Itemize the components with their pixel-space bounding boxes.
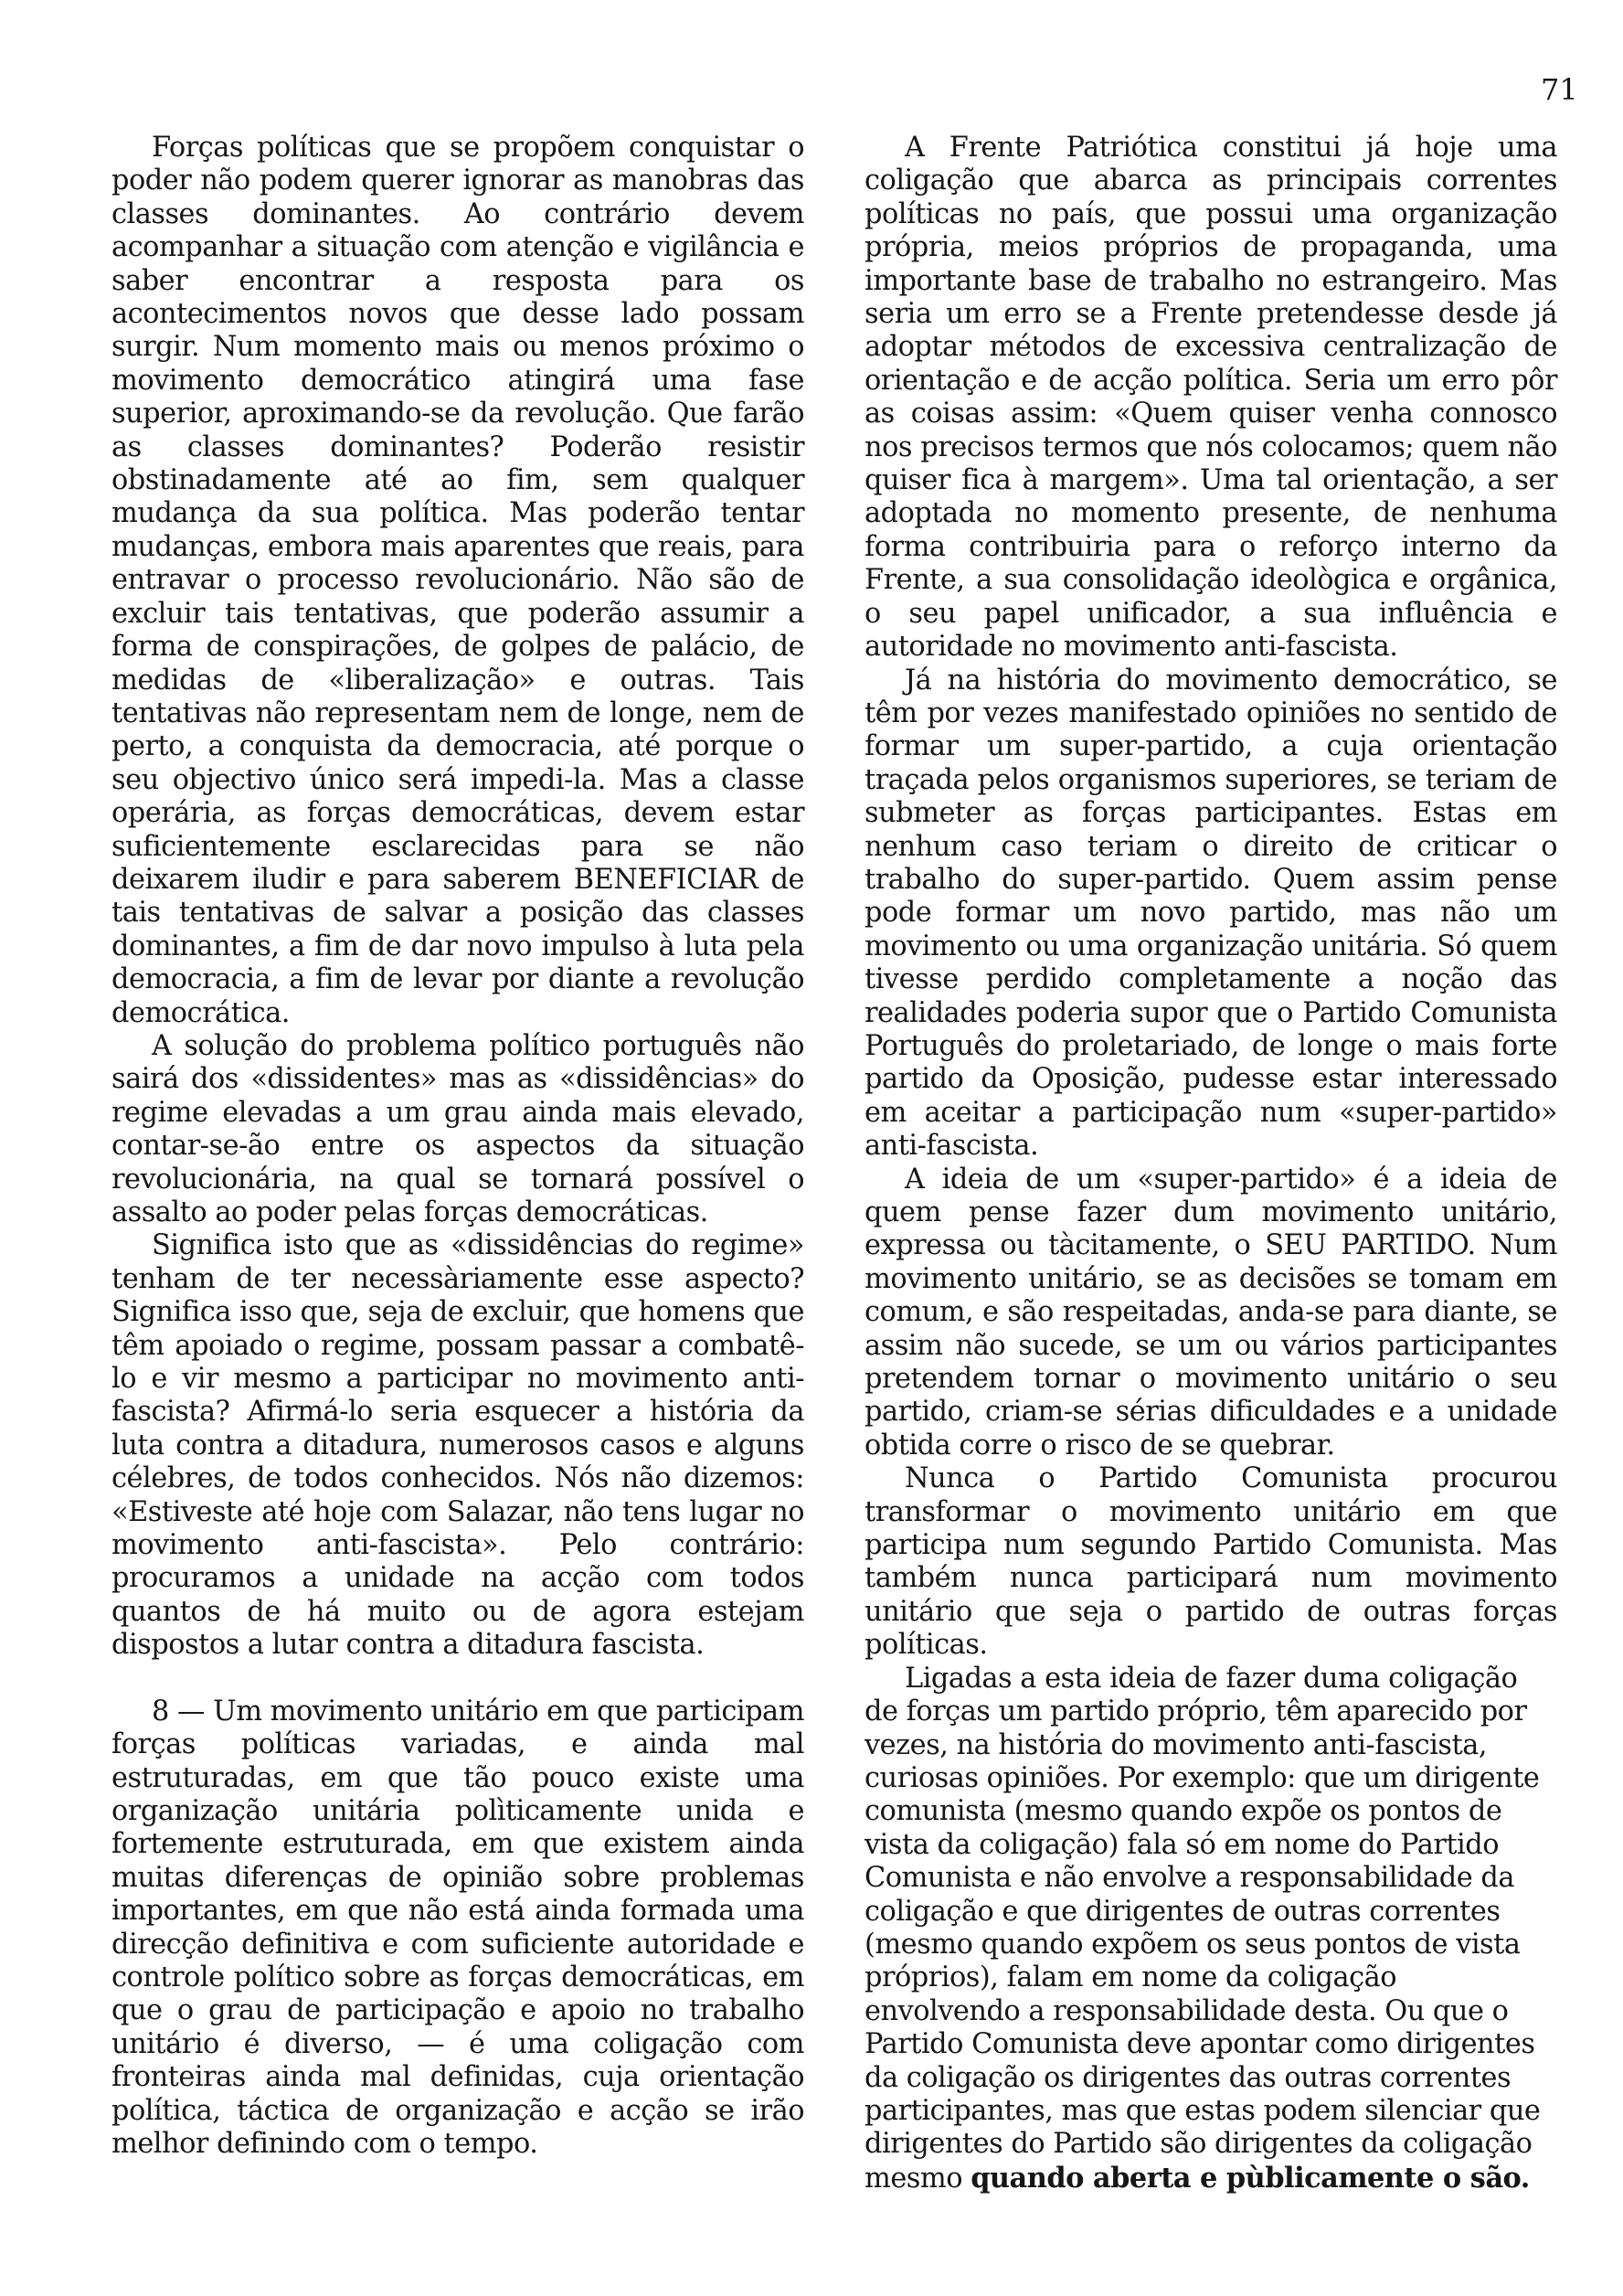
paragraph [865, 1663, 1557, 2196]
paragraph-text: Ligadas a esta ideia de fazer duma coligação de forças um partido próprio, têm aparecido por vezes, na história do movimento anti-fascista, curiosas opiniões. Por exemplo: que um dirigente comunista (mesmo quando expõe os pontos de vista da coligação) fala só em nome do Partido Comunista e não envolve a responsabilidade da coligação e que dirigentes de outras correntes (mesmo quando expõem os seus pontos de vista próprios), falam em nome da coligação envolvendo a responsabilidade desta. Ou que o Partido Comunista deve apontar como dirigentes da coligação os dirigentes das outras correntes participantes, mas que estas podem silenciar que dirigentes do Partido são dirigentes da coligação mesmo [865, 1662, 1541, 2195]
paragraph: A ideia de um «super-partido» é a ideia de quem pense fazer dum movimento unitário, expressa ou tàcitamente, o SEU PARTIDO. Num movimento unitário, se as decisões se tomam em comum, e são respeitadas, anda-se para diante, se assim não sucede, se um ou vários participantes pretendem tornar o movimento unitário o seu partido, criam-se sérias dificuldades e a unidade obtida corre o risco de se quebrar. [865, 1163, 1557, 1462]
bold-emphasis: quando aberta e pùblicamente o são. [971, 2161, 1530, 2195]
paragraph: Forças políticas que se propõem conquistar o poder não podem querer ignorar as manobras das classes dominantes. Ao contrário devem acompanhar a situação com atenção e vigilância e saber encontrar a resposta para os acontecimentos novos que desse lado possam surgir. Num momento mais ou menos próximo o movimento democrático atingirá uma fase superior, aproximando-se da revolução. Que farão as classes dominantes? Poderão resistir obstinadamente até ao fim, sem qualquer mudança da sua política. Mas poderão tentar mudanças, embora mais aparentes que reais, para entravar o processo revolucionário. Não são de excluir tais tentativas, que poderão assumir a forma de conspirações, de golpes de palácio, de medidas de «liberalização» e outras. Tais tentativas não representam nem de longe, nem de perto, a conquista da democracia, até porque o seu objectivo único será impedi-la. Mas a classe operária, as forças democráticas, devem estar suficientemente esclarecidas para se não deixarem iludir e para saberem BENEFICIAR de tais tentativas de salvar a posição das classes dominantes, a fim de dar novo impulso à luta pela democracia, a fim de levar por diante a revolução democrática. [111, 132, 804, 1029]
page-number: 71 [1541, 72, 1578, 107]
paragraph: Nunca o Partido Comunista procurou transformar o movimento unitário em que participa num segundo Partido Comunista. Mas também nunca participará num movimento unitário que seja o partido de outras forças políticas. [865, 1462, 1557, 1662]
paragraph-section-8: 8 — Um movimento unitário em que participam forças políticas variadas, e ainda mal estruturadas, em que tão pouco existe uma organização unitária polìticamente unida e fortemente estruturada, em que existem ainda muitas diferenças de opinião sobre problemas importantes, em que não está ainda formada uma direcção definitiva e com suficiente autoridade e controle político sobre as forças democráticas, em que o grau de participação e apoio no trabalho unitário é diverso, — é uma coligação com fronteiras ainda mal definidas, cuja orientação política, táctica de organização e acção se irão melhor definindo com o tempo. [111, 1695, 804, 2160]
paragraph: Já na história do movimento democrático, se têm por vezes manifestado opiniões no sentido de formar um super-partido, a cuja orientação traçada pelos organismos superiores, se teriam de submeter as forças participantes. Estas em nenhum caso teriam o direito de criticar o trabalho do super-partido. Quem assim pense pode formar um novo partido, mas não um movimento ou uma organização unitária. Só quem tivesse perdido completamente a noção das realidades poderia supor que o Partido Comunista Português do proletariado, de longe o mais forte partido da Oposição, pudesse estar interessado em aceitar a participação num «super-partido» anti-fascista. [865, 664, 1557, 1163]
left-column [111, 132, 804, 2161]
paragraph: A Frente Patriótica constitui já hoje uma coligação que abarca as principais correntes políticas no país, que possui uma organização própria, meios próprios de propaganda, uma importante base de trabalho no estrangeiro. Mas seria um erro se a Frente pretendesse desde já adoptar métodos de excessiva centralização de orientação e de acção política. Seria um erro pôr as coisas assim: «Quem quiser venha connosco nos precisos termos que nós colocamos; quem não quiser fica à margem». Uma tal orientação, a ser adoptada no momento presente, de nenhuma forma contribuiria para o reforço interno da Frente, a sua consolidação ideològica e orgânica, o seu papel unificador, a sua influência e autoridade no movimento anti-fascista. [865, 132, 1557, 664]
paragraph: A solução do problema político português não sairá dos «dissidentes» mas as «dissidências» do regime elevadas a um grau ainda mais elevado, contar-se-ão entre os aspectos da situação revolucionária, na qual se tornará possível o assalto ao poder pelas forças democráticas. [111, 1029, 804, 1228]
right-column [865, 132, 1557, 2195]
paragraph: Significa isto que as «dissidências do regime» tenham de ter necessàriamente esse aspecto? Significa isso que, seja de excluir, que homens que têm apoiado o regime, possam passar a combatê-lo e vir mesmo a participar no movimento anti-fascista? Afirmá-lo seria esquecer a história da luta contra a ditadura, numerosos casos e alguns célebres, de todos conhecidos. Nós não dizemos: «Estiveste até hoje com Salazar, não tens lugar no movimento anti-fascista». Pelo contrário: procuramos a unidade na acção com todos quantos de há muito ou de agora estejam dispostos a lutar contra a ditadura fascista. [111, 1229, 804, 1662]
